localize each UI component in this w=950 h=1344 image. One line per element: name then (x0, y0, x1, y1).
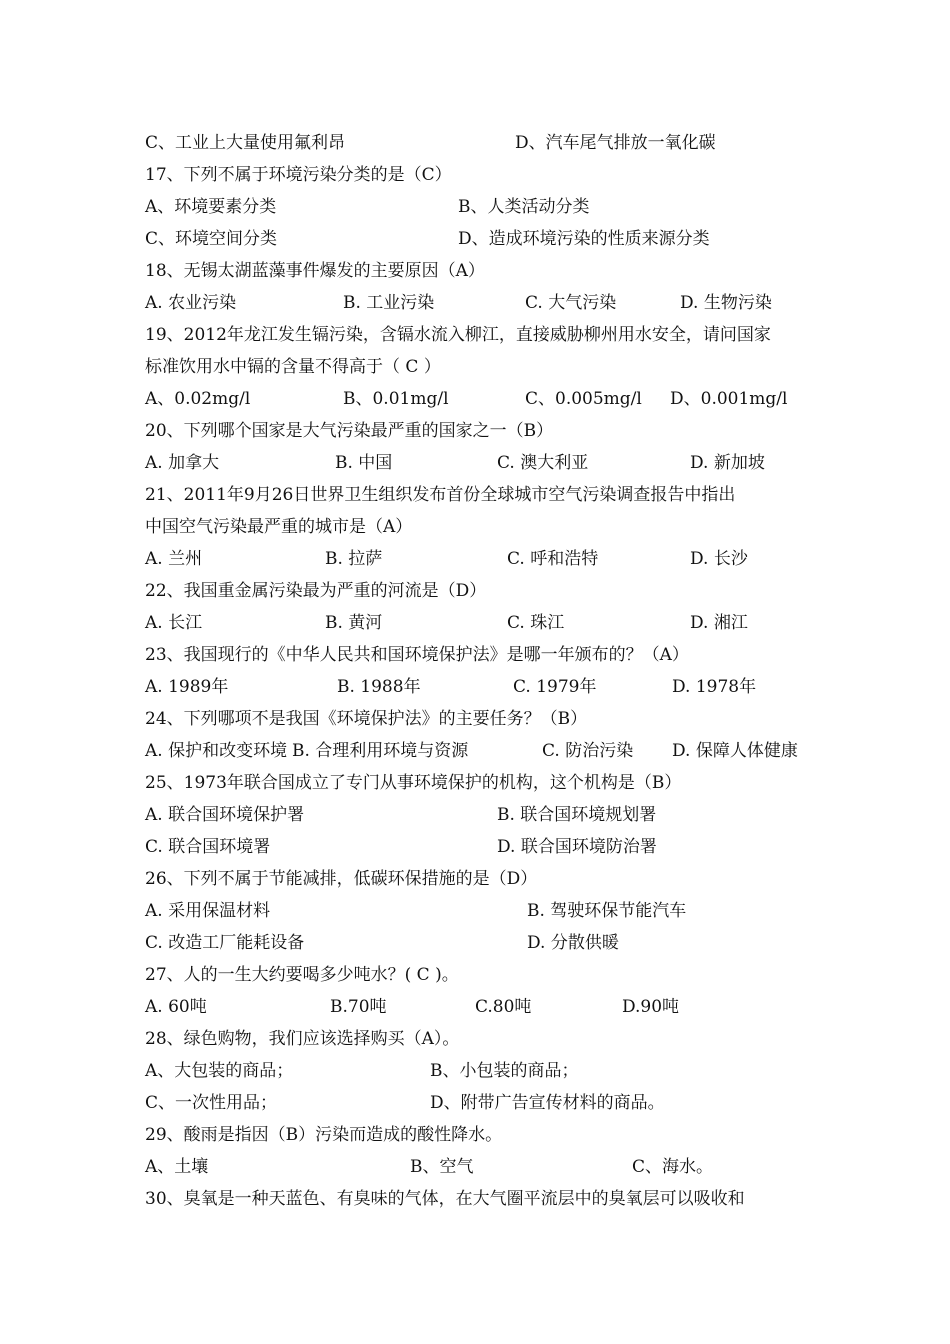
option-text: D. 保障人体健康 (672, 741, 798, 761)
option-text: C. 澳大利亚 (497, 453, 589, 473)
options-line (0, 288, 950, 318)
options-line (0, 384, 950, 414)
question-line (0, 576, 950, 606)
option-text: A. 农业污染 (145, 293, 237, 313)
option-text: D. 新加坡 (690, 453, 765, 473)
options-line (0, 192, 950, 222)
option-text: C.80吨 (475, 997, 532, 1017)
options-line (0, 832, 950, 862)
option-text: C、一次性用品； (145, 1093, 278, 1113)
question-line (0, 768, 950, 798)
question-text: 28、绿色购物，我们应该选择购买（A）。 (145, 1029, 460, 1049)
option-text: B、人类活动分类 (458, 197, 590, 217)
options-line (0, 448, 950, 478)
question-text: 27、人的一生大约要喝多少吨水？( C )。 (145, 965, 459, 985)
option-text: D、造成环境污染的性质来源分类 (458, 229, 710, 249)
option-text: D、汽车尾气排放一氧化碳 (515, 133, 716, 153)
question-text: 29、酸雨是指因（B）污染而造成的酸性降水。 (145, 1125, 503, 1145)
option-text: A. 60吨 (145, 997, 207, 1017)
option-text: C. 1979年 (513, 677, 597, 697)
question-text: 23、我国现行的《中华人民共和国环境保护法》是哪一年颁布的？（A） (145, 645, 689, 665)
question-line (0, 352, 950, 382)
options-line (0, 608, 950, 638)
question-text: 25、1973年联合国成立了专门从事环境保护的机构，这个机构是（B） (145, 773, 682, 793)
option-text: C、海水。 (632, 1157, 714, 1177)
options-line (0, 928, 950, 958)
option-text: D. 生物污染 (680, 293, 772, 313)
question-text: 30、臭氧是一种天蓝色、有臭味的气体，在大气圈平流层中的臭氧层可以吸收和 (145, 1189, 745, 1209)
option-text: B. 联合国环境规划署 (497, 805, 657, 825)
option-text: B、小包装的商品； (430, 1061, 579, 1081)
option-text: A. 保护和改变环境 (145, 741, 288, 761)
question-line (0, 960, 950, 990)
option-text: B、空气 (410, 1157, 474, 1177)
option-text: B. 工业污染 (343, 293, 435, 313)
options-line (0, 896, 950, 926)
options-line (0, 544, 950, 574)
options-line (0, 224, 950, 254)
options-line (0, 800, 950, 830)
question-line (0, 256, 950, 286)
option-text: D. 分散供暖 (527, 933, 619, 953)
option-text: B. 驾驶环保节能汽车 (527, 901, 687, 921)
option-text: C. 呼和浩特 (507, 549, 599, 569)
option-text: B.70吨 (330, 997, 387, 1017)
option-text: D. 联合国环境防治署 (497, 837, 657, 857)
option-text: C、工业上大量使用氟利昂 (145, 133, 346, 153)
option-text: B. 1988年 (337, 677, 421, 697)
question-text: 中国空气污染最严重的城市是（A） (145, 517, 413, 537)
option-text: A. 加拿大 (145, 453, 220, 473)
option-text: D、附带广告宣传材料的商品。 (430, 1093, 665, 1113)
question-text: 18、无锡太湖蓝藻事件爆发的主要原因（A） (145, 261, 485, 281)
question-text: 17、下列不属于环境污染分类的是（C） (145, 165, 452, 185)
option-text: D. 1978年 (672, 677, 757, 697)
option-text: B、0.01mg/l (343, 389, 449, 409)
question-text: 26、下列不属于节能减排，低碳环保措施的是（D） (145, 869, 538, 889)
option-text: A. 兰州 (145, 549, 203, 569)
question-text: 19、2012年龙江发生镉污染，含镉水流入柳江，直接威胁柳州用水安全，请问国家 (145, 325, 771, 345)
option-text: C. 改造工厂能耗设备 (145, 933, 305, 953)
option-text: C、环境空间分类 (145, 229, 278, 249)
option-text: C. 防治污染 (542, 741, 634, 761)
question-line (0, 1120, 950, 1150)
option-text: A. 采用保温材料 (145, 901, 271, 921)
option-text: A. 长江 (145, 613, 203, 633)
question-line (0, 480, 950, 510)
option-text: D. 湘江 (690, 613, 748, 633)
option-text: B. 合理利用环境与资源 (292, 741, 469, 761)
question-line (0, 160, 950, 190)
option-text: A、大包装的商品； (145, 1061, 294, 1081)
option-text: A. 1989年 (145, 677, 229, 697)
question-line (0, 1024, 950, 1054)
option-text: D.90吨 (622, 997, 680, 1017)
option-text: C. 大气污染 (525, 293, 617, 313)
option-text: C、0.005mg/l (525, 389, 642, 409)
option-text: A、0.02mg/l (145, 389, 251, 409)
question-line (0, 512, 950, 542)
options-line (0, 736, 950, 766)
question-text: 22、我国重金属污染最为严重的河流是（D） (145, 581, 487, 601)
option-text: A、土壤 (145, 1157, 209, 1177)
question-line (0, 416, 950, 446)
option-text: D、0.001mg/l (670, 389, 788, 409)
option-text: B. 中国 (335, 453, 393, 473)
question-line (0, 640, 950, 670)
option-text: A、环境要素分类 (145, 197, 277, 217)
option-text: C. 珠江 (507, 613, 565, 633)
options-line (0, 1088, 950, 1118)
question-text: 24、下列哪项不是我国《环境保护法》的主要任务？（B） (145, 709, 588, 729)
question-line (0, 320, 950, 350)
option-text: C. 联合国环境署 (145, 837, 271, 857)
option-text: B. 拉萨 (325, 549, 383, 569)
options-line (0, 1152, 950, 1182)
options-line (0, 992, 950, 1022)
option-text: A. 联合国环境保护署 (145, 805, 305, 825)
options-line (0, 128, 950, 158)
question-line (0, 1184, 950, 1214)
options-line (0, 1056, 950, 1086)
option-text: D. 长沙 (690, 549, 748, 569)
options-line (0, 672, 950, 702)
question-text: 标准饮用水中镉的含量不得高于（ C ） (145, 357, 441, 377)
question-text: 21、2011年9月26日世界卫生组织发布首份全球城市空气污染调查报告中指出 (145, 485, 736, 505)
question-text: 20、下列哪个国家是大气污染最严重的国家之一（B） (145, 421, 554, 441)
question-line (0, 864, 950, 894)
option-text: B. 黄河 (325, 613, 383, 633)
question-line (0, 704, 950, 734)
